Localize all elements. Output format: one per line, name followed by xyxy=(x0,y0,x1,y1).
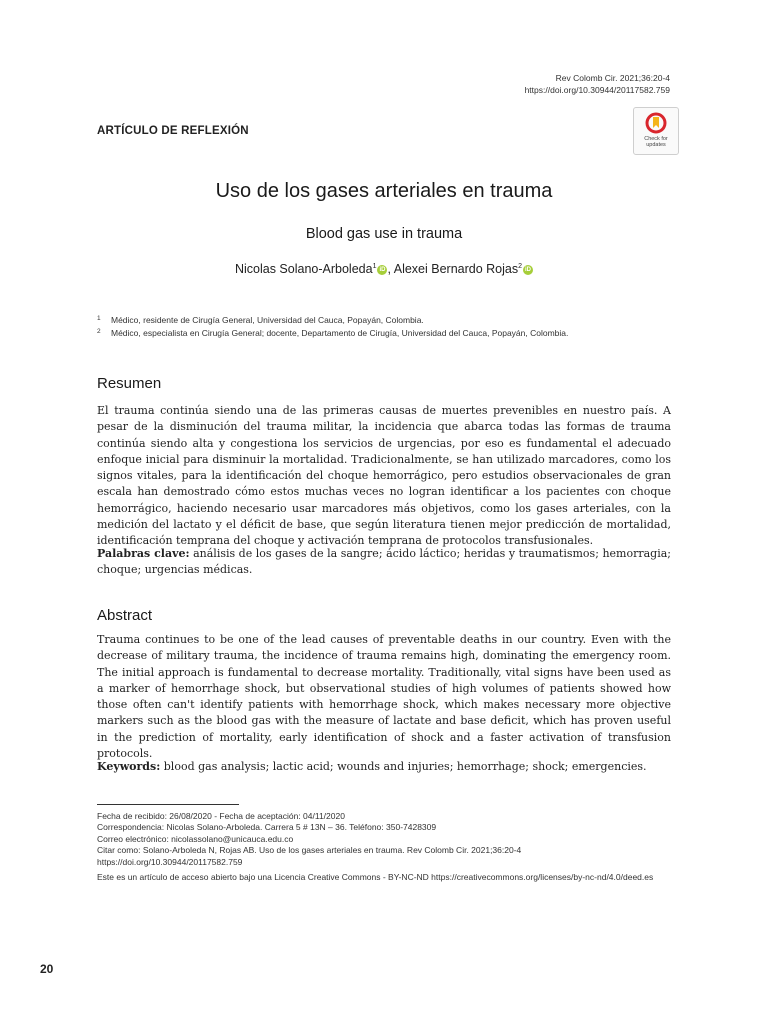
orcid-icon[interactable]: iD xyxy=(379,266,386,273)
citation-text: Rev Colomb Cir. 2021;36:20-4 xyxy=(555,73,670,83)
author-name: Alexei Bernardo Rojas xyxy=(393,262,519,276)
article-title: Uso de los gases arteriales en trauma xyxy=(215,180,553,202)
resumen-heading: Resumen xyxy=(97,375,162,392)
affiliation: 2 Médico, especialista en Cirugía General; docente, Departamento de Cirugía, Universidad del Cauca, Popayán, Colombia. xyxy=(97,328,569,338)
footnote-divider xyxy=(97,804,239,805)
affiliation-marker: 2 xyxy=(518,262,523,270)
doi-link[interactable]: https://doi.org/10.30944/20117582.759 xyxy=(524,85,670,95)
cite-doi[interactable]: https://doi.org/10.30944/20117582.759 xyxy=(97,856,243,867)
badge-label: Check for updates xyxy=(644,136,668,148)
affiliation-marker: 1 xyxy=(372,262,377,270)
affiliation: 1 Médico, residente de Cirugía General, Universidad del Cauca, Popayán, Colombia. xyxy=(97,315,424,325)
keywords-text: blood gas analysis; lactic acid; wounds and injuries; hemorrhage; shock; emergencies. xyxy=(163,760,647,773)
resumen-body: El trauma continúa siendo una de las primeras causas de muertes prevenibles en nuestro país. A pesar de la disminución del trauma militar, la incidencia que abarca todas las formas de trauma continúa siendo alta y congestiona los servicios de urgencias, por eso es fundamental el adecuado enfoque inicial para disminuir la mortalidad. Tradicionalmente, se han utilizado marcadores, como los signos vitales, para la identificación del choque hemorrágico, pero estudios observacionales de gran escala han demostrado cómo estos muchas veces no logran identificar a los pacientes con choque hemorrágico, haciendo necesario usar marcadores más objetivos, como los gases arteriales, con la medición del lactato y el déficit de base, que según literatura tienen mejor predicción de mortalidad, identificación temprana del choque y activación temprana de protocolos transfusionales. xyxy=(97,404,671,548)
cite-as: Citar como: Solano-Arboleda N, Rojas AB. Uso de los gases arteriales en trauma. Rev Colomb Cir. 2021;36:20-4 xyxy=(97,845,522,856)
page-number: 20 xyxy=(40,962,54,976)
correspondence: Correspondencia: Nicolas Solano-Arboleda. Carrera 5 # 13N – 36. Teléfono: 350-7428309 xyxy=(97,822,437,833)
article-subtitle: Blood gas use in trauma xyxy=(305,226,463,242)
abstract-keywords xyxy=(97,759,671,775)
resumen-keywords xyxy=(97,546,671,579)
author-list xyxy=(0,262,768,276)
received-dates: Fecha de recibido: 26/08/2020 - Fecha de aceptación: 04/11/2020 xyxy=(97,811,345,821)
author-separator: , xyxy=(387,262,394,276)
keywords-label: Keywords: xyxy=(97,760,161,773)
keywords-text: análisis de los gases de la sangre; ácido láctico; heridas y traumatismos; hemorragia; choque; urgencias médicas. xyxy=(97,547,671,577)
footnotes xyxy=(97,811,677,883)
email: Correo electrónico: nicolassolano@unicauca.edu.co xyxy=(97,833,294,844)
journal-citation xyxy=(525,72,670,96)
license-text: Este es un artículo de acceso abierto bajo una Licencia Creative Commons - BY-NC-ND https://creativecommons.org/licenses/by-nc-nd/4.0/deed.es xyxy=(97,872,654,883)
abstract-heading: Abstract xyxy=(97,607,153,624)
abstract-body: Trauma continues to be one of the lead causes of preventable deaths in our country. Even with the decrease of military trauma, the incidence of trauma remains high, dominating the emergency room. The initial approach is fundamental to decrease mortality. Traditionally, vital signs have been used as a marker of hemorrhage shock, but observational studies of high volumes of patients showed how those often can't identify patients with hemorrhage shock, which makes necessary more objective markers such as the blood gas with the measure of lactate and base deficit, which has proven useful in the prediction of mortality, early identification of shock and a faster activation of transfusion protocols. xyxy=(97,633,671,761)
check-updates-icon xyxy=(645,112,667,134)
author-name: Nicolas Solano-Arboleda xyxy=(234,262,373,276)
section-label: ARTÍCULO DE REFLEXIÓN xyxy=(97,125,249,137)
orcid-icon[interactable]: iD xyxy=(525,266,532,273)
check-for-updates-badge[interactable] xyxy=(633,107,679,155)
keywords-label: Palabras clave: xyxy=(97,547,190,560)
